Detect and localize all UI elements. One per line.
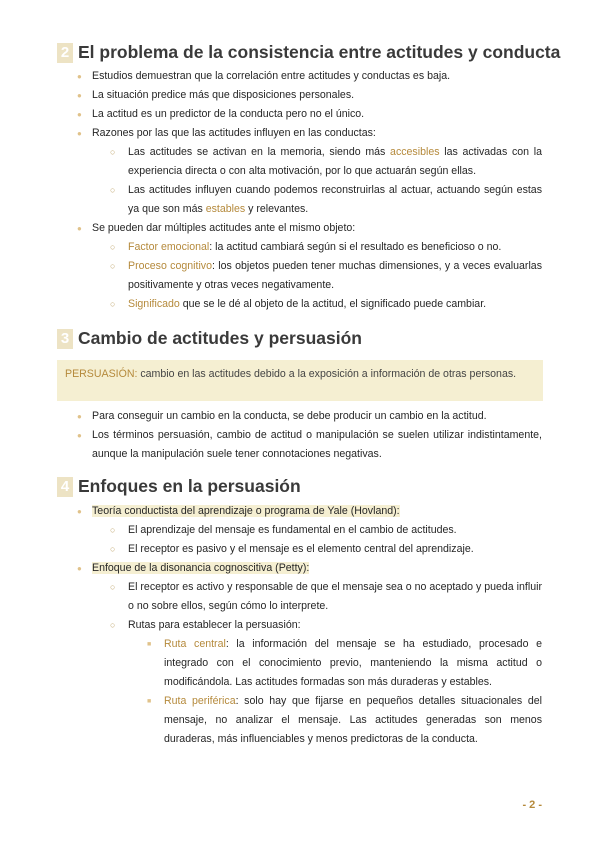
section-title: El problema de la consistencia entre actitudes y conducta (78, 42, 561, 62)
term-estables: estables (205, 203, 246, 215)
list-item: ○ El receptor es activo y responsable de que el mensaje sea o no aceptado y pueda influir o no sobre ellos, según cómo lo interprete. (128, 578, 542, 616)
section-3-list (92, 407, 542, 464)
list-item (128, 616, 542, 749)
section-4-list (92, 502, 542, 749)
list-item: ● La actitud es un predictor de la conducta pero no el único. (92, 105, 542, 124)
list-item: ● La situación predice más que disposiciones personales. (92, 86, 542, 105)
dissonance-title: Enfoque de la disonancia cognoscitiva (Petty): (92, 562, 310, 574)
section-2-list (92, 67, 542, 314)
list-item (92, 502, 542, 559)
section-2-heading (57, 42, 560, 63)
list-item: ■ Ruta periférica: solo hay que fijarse en pequeños detalles situacionales del mensaje, no analizar el mensaje. Las actitudes generadas son menos duraderas, más influenciables y menos predictoras de la conducta. (164, 692, 542, 749)
section-title: Cambio de actitudes y persuasión (78, 328, 362, 348)
term-significado: Significado (128, 298, 180, 310)
list-item: ● Para conseguir un cambio en la conducta, se debe producir un cambio en la actitud. (92, 407, 542, 426)
list-item-text: Rutas para establecer la persuasión: (128, 619, 301, 631)
term-accesibles: accesibles (390, 146, 440, 158)
list-item: ○ Las actitudes influyen cuando podemos reconstruirlas al actuar, actuando según estas ya que son más estables y relevantes. (128, 181, 542, 219)
section-4-heading (57, 476, 301, 497)
page-number: - 2 - (522, 799, 542, 811)
list-item: ■ Ruta central: la información del mensaje se ha estudiado, procesado e integrado con el conocimiento previo, manteniendo la misma actitud o modificándola. Las actitudes formadas son más duraderas y estables. (164, 635, 542, 692)
definition-text: cambio en las actitudes debido a la exposición a información de otras personas. (137, 368, 517, 380)
yale-title: Teoría conductista del aprendizaje o programa de Yale (Hovland): (92, 505, 400, 517)
list-item: ○ El receptor es pasivo y el mensaje es el elemento central del aprendizaje. (128, 540, 542, 559)
section-number: 4 (57, 477, 73, 497)
term-ruta-periferica: Ruta periférica (164, 695, 236, 707)
definition-box (57, 360, 543, 401)
list-item: ○ El aprendizaje del mensaje es fundamental en el cambio de actitudes. (128, 521, 542, 540)
multiple-attitudes-list (128, 238, 542, 314)
list-item: ● Los términos persuasión, cambio de actitud o manipulación se suelen utilizar indistintamente, aunque la manipulación suele tener connotaciones negativas. (92, 426, 542, 464)
section-3-heading (57, 328, 362, 349)
definition-term: PERSUASIÓN: (65, 368, 138, 380)
list-item: ○ Factor emocional: la actitud cambiará según si el resultado es beneficioso o no. (128, 238, 542, 257)
yale-points (128, 521, 542, 559)
list-item-text: Se pueden dar múltiples actitudes ante el mismo objeto: (92, 222, 356, 234)
list-item: ○ Proceso cognitivo: los objetos pueden tener muchas dimensiones, y a veces evaluarlas positivamente y otras veces negativamente. (128, 257, 542, 295)
list-item: ● Estudios demuestran que la correlación entre actitudes y conductas es baja. (92, 67, 542, 86)
list-item (92, 124, 542, 219)
reasons-list (128, 143, 542, 219)
list-item: ○ Significado que se le dé al objeto de la actitud, el significado puede cambiar. (128, 295, 542, 314)
list-item (92, 219, 542, 314)
list-item-text: Razones por las que las actitudes influyen en las conductas: (92, 127, 376, 139)
term-ruta-central: Ruta central (164, 638, 226, 650)
section-title: Enfoques en la persuasión (78, 476, 301, 496)
dissonance-points (128, 578, 542, 749)
list-item: ○ Las actitudes se activan en la memoria, siendo más accesibles las activadas con la experiencia directa o con alta motivación, por lo que actuarán según ellas. (128, 143, 542, 181)
term-factor-emocional: Factor emocional (128, 241, 210, 253)
term-proceso-cognitivo: Proceso cognitivo (128, 260, 212, 272)
list-item (92, 559, 542, 749)
section-number: 2 (57, 43, 73, 63)
routes-list (164, 635, 542, 749)
section-number: 3 (57, 329, 73, 349)
